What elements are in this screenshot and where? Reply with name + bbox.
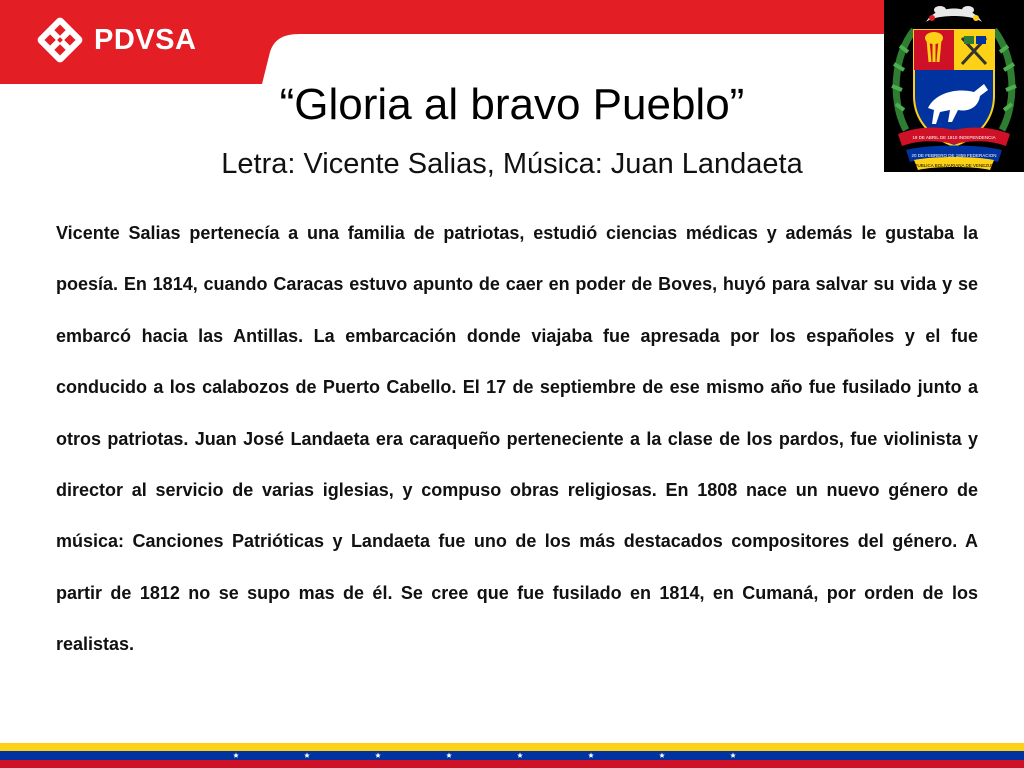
page-title: “Gloria al bravo Pueblo” (279, 80, 745, 129)
pdvsa-logo (36, 16, 196, 64)
page-subtitle: Letra: Vicente Salias, Música: Juan Landaeta (221, 148, 803, 180)
ribbon-right-text: 20 DE FEBRERO DE 1859 FEDERACION (911, 153, 997, 158)
logo-text: PDVSA (94, 23, 197, 56)
venezuela-flag-stars (0, 743, 1024, 768)
pdvsa-diamond-icon (36, 16, 84, 64)
ribbon-left-text: 19 DE ABRIL DE 1810 INDEPENDENCIA (912, 135, 996, 140)
body-paragraph: Vicente Salias pertenecía a una familia de patriotas, estudió ciencias médicas y además le gustaba la poesía. En 1814, cuando Caracas estuvo apunto de caer en poder de Boves, huyó para salvar su vida y se embarcó hacia las Antillas. La embarcación donde viajaba fue apresada por los españoles y el fue conducido a los calabozos de Puerto Cabello. El 17 de septiembre de ese mismo año fue fusilado junto a otros patriotas. Juan José Landaeta era caraqueño perteneciente a la clase de los pardos, fue violinista y director al servicio de varias iglesias, y compuso obras religiosas. En 1808 nace un nuevo género de música: Canciones Patrióticas y Landaeta fue uno de los más destacados compositores del género. A partir de 1812 no se supo mas de él. Se cree que fue fusilado en 1814, en Cumaná, por orden de los realistas. (56, 223, 978, 655)
ribbon-bottom-text: REPUBLICA BOLIVARIANA DE VENEZUELA (908, 163, 1000, 168)
